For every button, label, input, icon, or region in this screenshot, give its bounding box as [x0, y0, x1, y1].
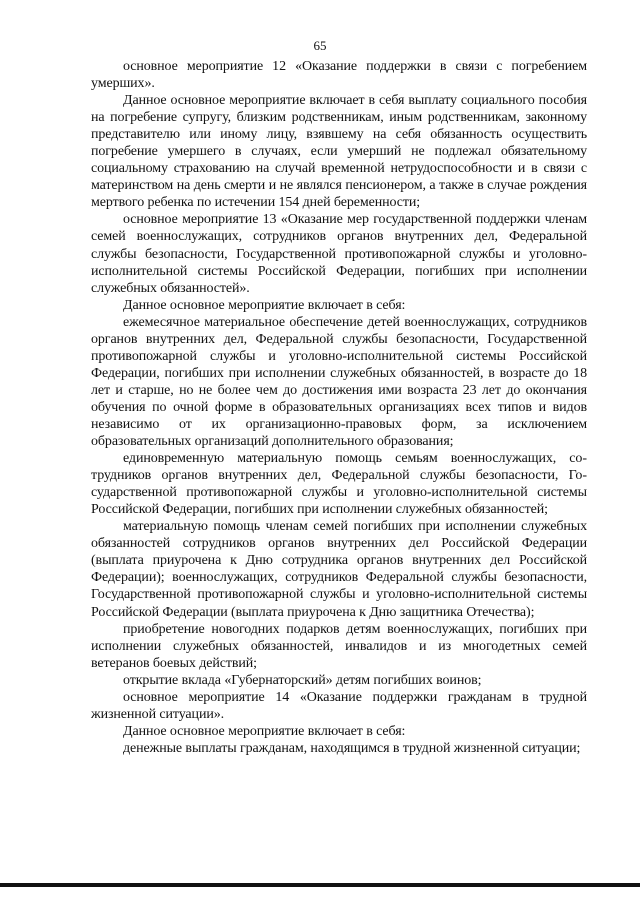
page-number: 65 [313, 38, 327, 53]
document-body [91, 58, 587, 757]
paragraph-burial-allowance: Данное основное мероприятие включает в себя выплату социального пособия на погребение супругу, близким родственникам, иным родственникам, законному представителю или иному лицу, взявшему на себя обязанность осуществить погребение умершего в случаях, если умерший не подлежал обязательному социальному страхованию на случай временной нетрудоспособности и в связи с материнством на день смерти и не являлся пенсионером, а также в случае рождения мертвого ребенка по истечении 154 дней беременности; [91, 93, 587, 211]
paragraph-measure-13: основное мероприятие 13 «Оказание мер государственной поддержки членам семей военнослужащих, сотрудников органов внутренних дел, Федеральной службы безопасности, Государственной противопожарной службы и уголовно-исполнительной системы Российской Федерации, погибших при исполнении служебных обязанностей». [91, 212, 587, 296]
paragraph-material-aid: материальную помощь членам семей погибших при исполнении служебных обязанностей сотрудников органов внутренних дел Российской Федерации (выплата приурочена к Дню сотрудника органов внутренних дел Российской Федерации); военнослужащих, сотрудников Федеральной службы безопасности, Государственной противопожарной службы и уголовно-исполнительной системы Российской Федерации (выплата приурочена к Дню защитника Отечества); [91, 519, 587, 620]
paragraph-includes-intro: Данное основное мероприятие включает в себя: [123, 297, 406, 313]
paragraph-monthly-support: ежемесячное материальное обеспечение детей военнослужащих, сотрудников органов внутренних дел, Федеральной службы безопасности, Государственной противопожарной службы и уголовно-исполнительной системы Российской Федерации, погибших при исполнении служебных обязанностей, в возрасте до 18 лет и старше, но не более чем до достижения ими возраста 23 лет до окончания обучения по очной форме в образовательных организациях всех типов и видов независимо от их организационно-правовых форм, за исключением образовательных организаций дополнительного образования; [91, 314, 587, 450]
paragraph-measure-14: основное мероприятие 14 «Оказание поддержки гражданам в трудной жизненной ситуации». [91, 689, 587, 722]
paragraph-governor-deposit: открытие вклада «Губернаторский» детям погибших воинов; [123, 672, 482, 688]
bottom-rule [0, 883, 640, 887]
paragraph-one-time-aid: единовременную материальную помощь семьям военнослужащих, сотрудников органов внутренних дел, Федеральной службы безопасности, Государственной противопожарной службы и уголовно-исполнительной системы Российской Федерации, погибших при исполнении служебных обязанностей; [91, 451, 587, 518]
paragraph-measure-12: основное мероприятие 12 «Оказание поддержки в связи с погребением умерших». [91, 59, 587, 92]
paragraph-new-year-gifts: приобретение новогодних подарков детям военнослужащих, погибших при исполнении служебных обязанностей, инвалидов и из многодетных семей ветеранов боевых действий; [91, 621, 587, 671]
paragraph-includes-intro-2: Данное основное мероприятие включает в себя: [123, 723, 406, 739]
paragraph-cash-payments: денежные выплаты гражданам, находящимся в трудной жизненной ситуации; [123, 740, 581, 756]
